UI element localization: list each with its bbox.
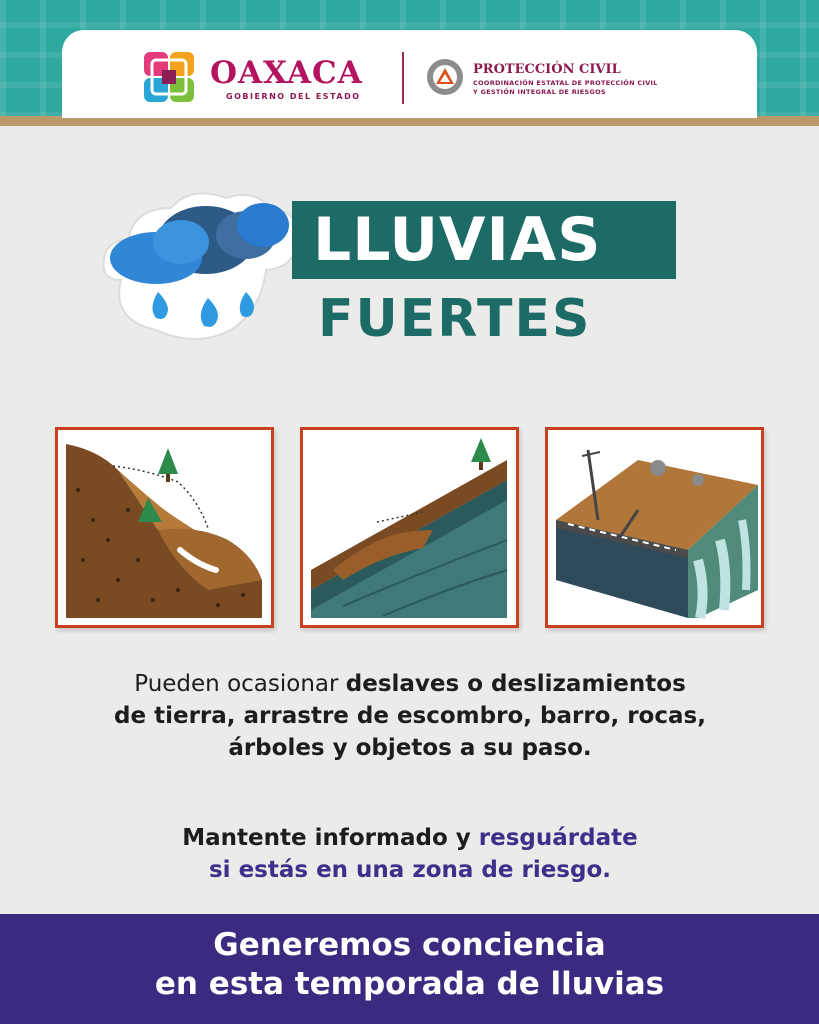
warning-text-bold-3: árboles y objetos a su paso. [228,735,592,761]
hillside-landslide-icon [58,430,271,625]
road-collapse-icon [548,430,761,625]
slope-debris-slide-icon [303,430,516,625]
agency-subtitle-line2: Y GESTIÓN INTEGRAL DE RIESGOS [473,88,606,96]
warning-line-3 [60,732,760,764]
warning-line-2 [60,700,760,732]
advice-accent-2: si estás en una zona de riesgo. [208,857,612,883]
page-subtitle: FUERTES [318,289,592,349]
footer-slogan [0,926,819,1004]
page-title: LLUVIAS [313,205,602,275]
oaxaca-logo-icon [142,50,196,104]
agency-title: PROTECCIÓN CIVIL [473,62,621,77]
safety-advice [60,822,760,886]
advice-text: Mantente informado y [182,825,479,851]
proteccion-civil-logo-icon [425,57,465,97]
illustration-landslide [55,427,274,628]
advice-accent-1: resguárdate [478,825,638,851]
illustration-slope-slide [300,427,519,628]
warning-message [60,668,760,764]
illustration-road-collapse [545,427,764,628]
brand-name: OAXACA [210,55,363,91]
footer-line-1: Generemos conciencia [213,927,606,963]
agency-subtitle-line1: COORDINACIÓN ESTATAL DE PROTECCIÓN CIVIL [473,79,658,87]
agency-subtitle [473,79,753,97]
warning-text-bold-2: de tierra, arrastre de escombro, barro, rocas, [114,703,706,729]
advice-line-1 [60,822,760,854]
warning-text-bold-1: deslaves o deslizamientos [345,671,686,697]
rain-cloud-icon [96,180,306,350]
brand-subtitle: GOBIERNO DEL ESTADO [226,92,361,101]
header-separator [402,52,404,104]
footer-line-2: en esta temporada de lluvias [154,966,665,1002]
warning-line-1 [60,668,760,700]
warning-text-intro: Pueden ocasionar [134,671,346,697]
